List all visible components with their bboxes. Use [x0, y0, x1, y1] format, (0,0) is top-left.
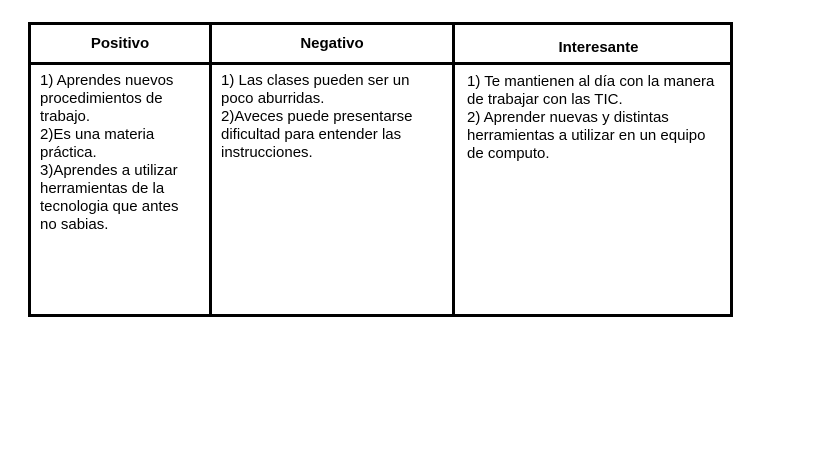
- cell-line: 2)Es una materia: [40, 126, 155, 143]
- cell-line: dificultad para entender las: [221, 126, 402, 143]
- cell-interesante: [455, 65, 730, 315]
- cell-line: 2) Aprender nuevas y distintas: [467, 109, 669, 126]
- cell-line: herramientas a utilizar en un equipo: [467, 127, 706, 144]
- cell-line: instrucciones.: [221, 144, 313, 161]
- cell-line: de trabajar con las TIC.: [467, 91, 623, 108]
- header-negativo: Negativo: [212, 25, 455, 65]
- cell-positivo: [31, 65, 212, 315]
- cell-line: 3)Aprendes a utilizar: [40, 162, 178, 179]
- cell-line: de computo.: [467, 145, 550, 162]
- cell-line: herramientas de la: [40, 180, 165, 197]
- cell-line: 1) Las clases pueden ser un: [221, 72, 410, 89]
- cell-line: no sabias.: [40, 216, 109, 233]
- cell-line: tecnologia que antes: [40, 198, 179, 215]
- pni-table: [28, 22, 733, 317]
- header-positivo: Positivo: [31, 25, 212, 65]
- cell-line: 1) Te mantienen al día con la manera: [467, 73, 715, 90]
- cell-line: 2)Aveces puede presentarse: [221, 108, 413, 125]
- cell-line: 1) Aprendes nuevos: [40, 72, 174, 89]
- cell-negativo: [212, 65, 455, 315]
- header-interesante: Interesante: [455, 25, 730, 65]
- cell-line: procedimientos de: [40, 90, 163, 107]
- cell-line: poco aburridas.: [221, 90, 325, 107]
- cell-line: trabajo.: [40, 108, 91, 125]
- cell-line: práctica.: [40, 144, 97, 161]
